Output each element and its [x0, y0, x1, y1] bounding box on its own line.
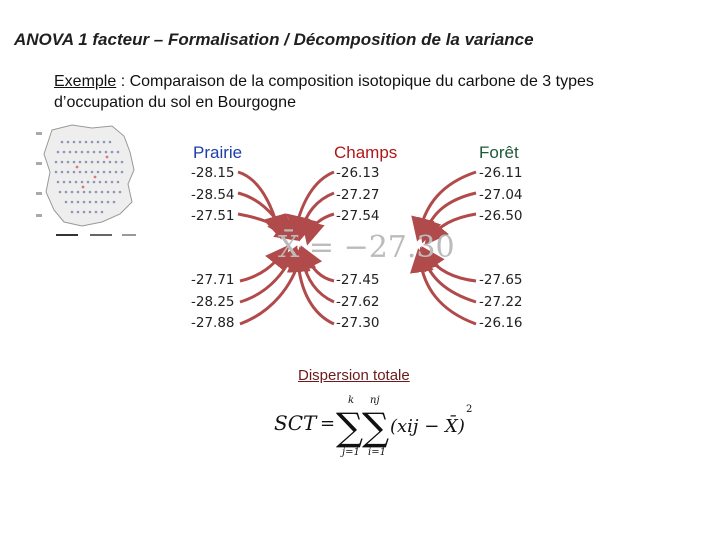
- value: -28.25: [191, 293, 235, 310]
- foret-values-bottom: [479, 270, 523, 335]
- arrow-champs-1: [296, 172, 334, 228]
- intro-body: : Comparaison de la composition isotopique du carbone de 3 types d’occupation du sol en Bourgogne: [54, 73, 594, 111]
- value: -27.71: [191, 272, 235, 288]
- value: -26.13: [336, 165, 380, 181]
- sct-formula: [270, 392, 480, 458]
- formula-term: (xij − X̄): [390, 416, 465, 437]
- prairie-values-top: [191, 163, 235, 228]
- sum1-sign: ∑: [336, 405, 364, 449]
- value: -26.50: [479, 208, 523, 224]
- value: -27.51: [191, 208, 235, 224]
- value: -27.27: [336, 186, 380, 203]
- sum1-top: k: [348, 395, 355, 406]
- value: -27.30: [336, 315, 380, 331]
- grand-mean: X̄ = −27.30: [278, 230, 455, 265]
- sum2-top: nj: [370, 395, 380, 406]
- value: -26.11: [479, 165, 523, 181]
- formula-power: 2: [466, 404, 473, 415]
- sum1-bottom: j=1: [342, 447, 360, 458]
- formula-equals: =: [320, 413, 336, 434]
- sum2-sign: ∑: [362, 405, 390, 449]
- champs-values-top: [336, 163, 380, 228]
- header-prairie: Prairie: [193, 143, 243, 162]
- value: -27.22: [479, 293, 523, 310]
- value: -27.54: [336, 208, 380, 224]
- champs-values-bottom: [336, 270, 380, 335]
- value: -28.15: [191, 165, 235, 181]
- value: -27.65: [479, 272, 523, 288]
- value: -27.62: [336, 293, 380, 310]
- dispersion-label: Dispersion totale: [298, 367, 410, 384]
- prairie-values-bottom: [191, 270, 235, 335]
- slide-title: ANOVA 1 facteur – Formalisation / Décomposition de la variance: [14, 30, 534, 49]
- value: -26.16: [479, 315, 523, 331]
- arrow-prairie-4: [240, 254, 282, 281]
- value: -27.45: [336, 272, 380, 288]
- sum2-bottom: i=1: [368, 447, 386, 458]
- value: -27.04: [479, 186, 523, 203]
- foret-values-top: [479, 163, 523, 228]
- header-champs: Champs: [334, 143, 398, 162]
- value: -28.54: [191, 186, 235, 203]
- intro-lead: Exemple: [54, 73, 117, 90]
- header-foret: Forêt: [479, 143, 519, 162]
- formula-lhs: SCT: [274, 411, 317, 435]
- value: -27.88: [191, 315, 235, 331]
